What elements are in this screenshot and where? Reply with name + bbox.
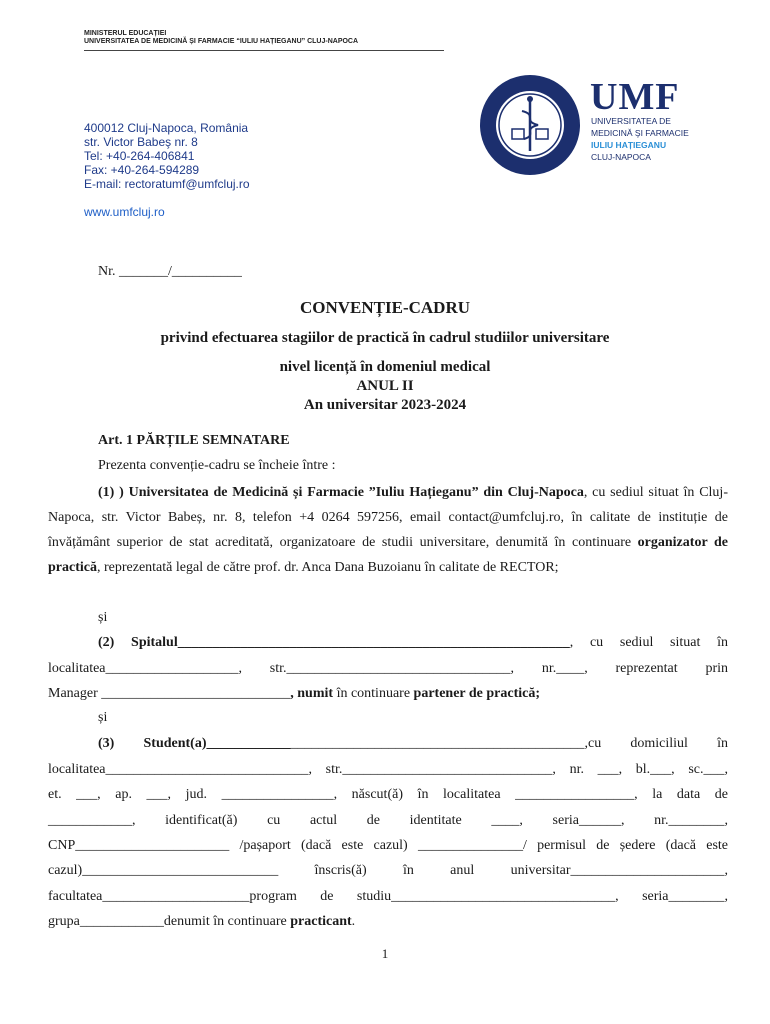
article-1-heading: Art. 1 PĂRȚILE SEMNATARE <box>98 433 290 448</box>
header-divider <box>84 50 444 51</box>
contact-block <box>84 121 250 191</box>
practicant-role: practicant <box>290 914 352 929</box>
partner-role: partener de practică; <box>413 686 541 701</box>
logo-sub-2: MEDICINĂ ŞI FARMACIE <box>591 128 689 138</box>
party-3-line-1 <box>98 731 728 756</box>
logo-sub-4: CLUJ-NAPOCA <box>591 152 651 162</box>
academic-year: An universitar 2023-2024 <box>303 397 467 413</box>
party-3-line-4: ____________, identificat(ă) cu actul de identitate ____, seria______, nr.________, <box>48 813 728 828</box>
conjunction-1: și <box>98 610 108 625</box>
email-line: E-mail: rectoratumf@umfcluj.ro <box>84 177 250 191</box>
university-header: UNIVERSITATEA DE MEDICINĂ ȘI FARMACIE “IULIU HAȚIEGANU” CLUJ-NAPOCA <box>84 38 359 45</box>
student-domicile: __________________________________________,cu domiciliul în <box>290 736 728 751</box>
named-text: , numit <box>290 686 334 701</box>
party-3-line-3: et. ___, ap. ___, jud. ________________, născut(ă) în localitatea _________________, la data de <box>48 787 728 802</box>
hospital-blank: ________________________________________________________ <box>177 635 570 650</box>
ministry-header: MINISTERUL EDUCAȚIEI <box>84 30 167 37</box>
party-2-line-3 <box>48 681 728 706</box>
party-1-paragraph <box>48 480 728 580</box>
party-3-line-7: facultatea_____________________program de studiu________________________________, seria________, <box>48 889 728 904</box>
conjunction-2: și <box>98 710 108 725</box>
party-2-seat: , cu sediul situat în <box>569 635 728 650</box>
page-number: 1 <box>381 946 389 961</box>
manager-blank: Manager ___________________________ <box>48 686 291 701</box>
party-1-name: (1) ) Universitatea de Medicină și Farmacie ”Iuliu Hațieganu” din Cluj-Napoca <box>98 485 584 500</box>
party-1-role: organizator de practică <box>48 535 728 575</box>
umf-logo-title: UMF <box>590 76 680 118</box>
document-subtitle: privind efectuarea stagiilor de practică în cadrul studiilor universitare <box>160 330 610 346</box>
party-3-line-8 <box>48 909 728 934</box>
party-1-text-a: , cu sediul situat în Cluj-Napoca, str. Victor Babeș, nr. 8, telefon +4 0264 597256, email contact@umfcluj.ro, în calitate de instituție de învățământ superior de stat acreditată, organizatoare de studii universitare, denumită în continuare <box>48 485 728 550</box>
group-blank: grupa____________denumit în continuare <box>48 914 291 929</box>
website-link[interactable]: www.umfcluj.ro <box>84 205 165 219</box>
student-label: (3) Student(a) <box>98 736 207 751</box>
phone-line: Tel: +40-264-406841 <box>84 149 195 163</box>
party-2-line-1 <box>98 630 728 655</box>
party-2-line-2: localitatea___________________, str.________________________________, nr.____, reprezentat prin <box>48 661 728 676</box>
umf-logo-subtitle <box>591 115 689 163</box>
period: . <box>351 914 356 929</box>
party-3-line-6: cazul)____________________________ înscris(ă) în anul universitar______________________, <box>48 863 728 878</box>
document-title: CONVENȚIE-CADRU <box>299 298 470 317</box>
fax-line: Fax: +40-264-594289 <box>84 163 200 177</box>
logo-sub-3: IULIU HAȚIEGANU <box>591 140 667 150</box>
intro-text: Prezenta convenție-cadru se încheie între : <box>98 458 336 473</box>
study-level: nivel licență în domeniul medical <box>279 359 491 375</box>
party-3-line-5: CNP______________________ /pașaport (dacă este cazul) _______________/ permisul de ședere (dacă este <box>48 838 728 853</box>
logo-sub-1: UNIVERSITATEA DE <box>591 116 671 126</box>
party-1-text-b: , reprezentată legal de către prof. dr. Anca Dana Buzoianu în calitate de RECTOR; <box>96 560 559 575</box>
year-of-study: ANUL II <box>356 378 414 394</box>
street-line: str. Victor Babeş nr. 8 <box>84 135 198 149</box>
party-2-label: (2) Spitalul <box>98 635 178 650</box>
student-blank: ____________ <box>206 736 291 751</box>
address-line: 400012 Cluj-Napoca, România <box>84 121 249 135</box>
document-number: Nr. _______/__________ <box>98 264 242 279</box>
umf-seal-icon <box>478 73 582 177</box>
continuation-text: în continuare <box>333 686 414 701</box>
party-3-line-2: localitatea_____________________________, str.______________________________, nr. ___, bl.___, sc.___, <box>48 762 728 777</box>
